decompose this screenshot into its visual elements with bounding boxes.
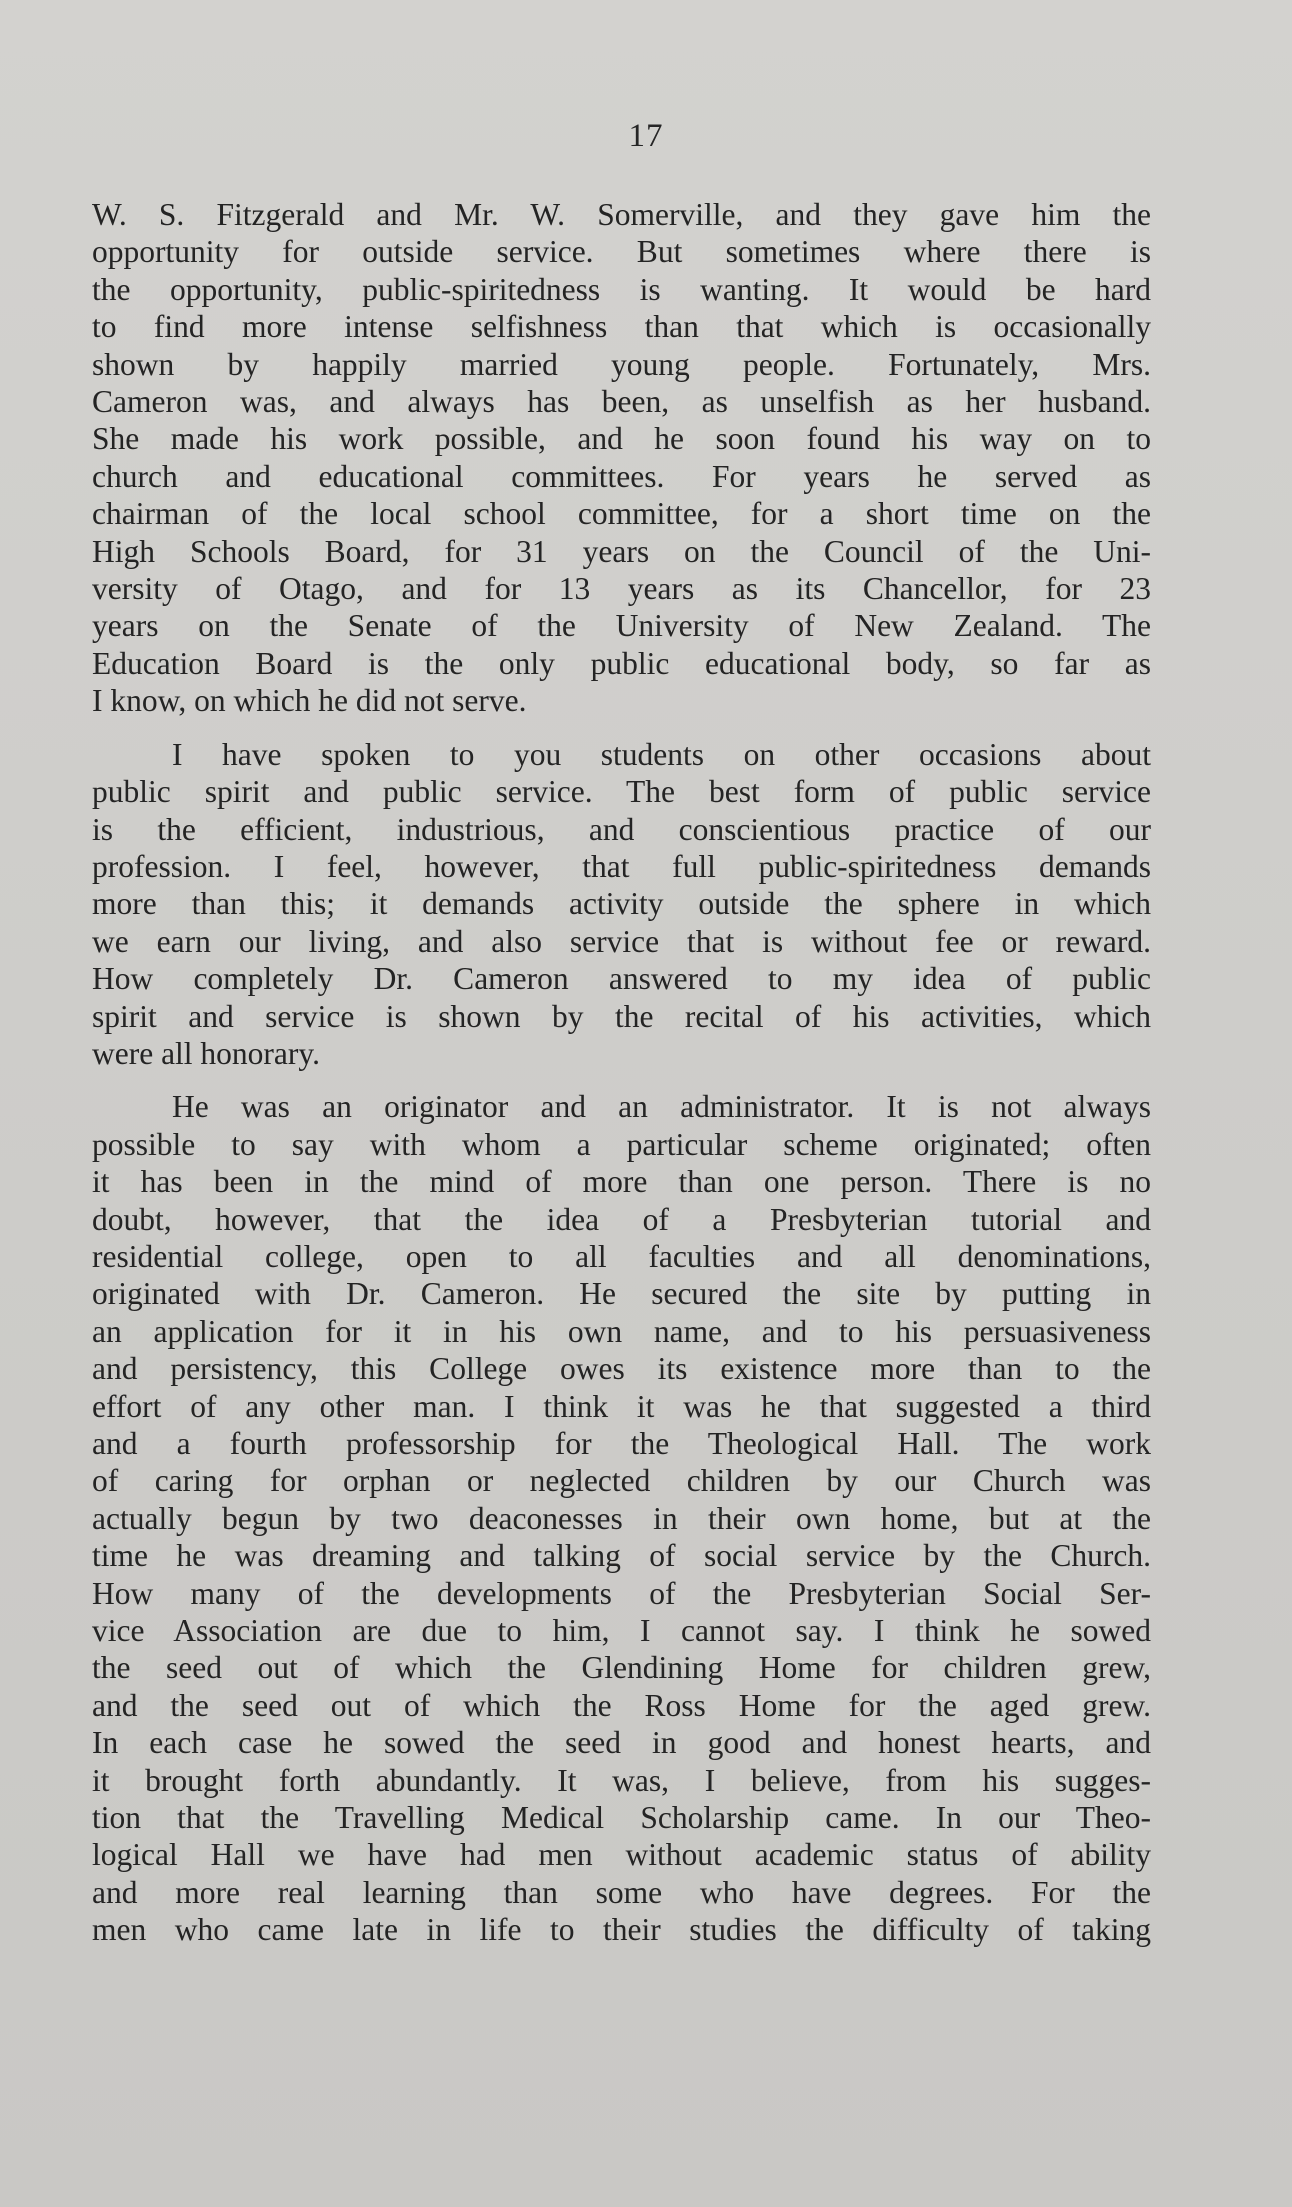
text-line: and a fourth professorship for the Theological Hall. The work <box>92 1426 1151 1461</box>
text-line: is the efficient, industrious, and conscientious practice of our <box>92 811 1151 847</box>
text-line: opportunity for outside service. But sometimes where there is <box>92 234 1151 270</box>
page-number: 17 <box>628 118 664 154</box>
text-line: I have spoken to you students on other occasions about <box>172 736 1151 772</box>
text-line: originated with Dr. Cameron. He secured the site by putting in <box>92 1276 1151 1312</box>
text-line: logical Hall we have had men without academic status of ability <box>92 1837 1151 1873</box>
text-line: the seed out of which the Glendining Home for children grew, <box>92 1650 1151 1686</box>
text-line: it brought forth abundantly. It was, I believe, from his sugges- <box>92 1762 1151 1798</box>
text-line: tion that the Travelling Medical Scholarship came. In our Theo- <box>92 1800 1151 1836</box>
text-line: High Schools Board, for 31 years on the Council of the Uni- <box>92 533 1151 569</box>
text-line: and more real learning than some who have degrees. For the <box>92 1874 1151 1910</box>
text-line: years on the Senate of the University of New Zealand. The <box>92 608 1151 644</box>
text-line: church and educational committees. For years he served as <box>92 458 1151 494</box>
text-line: versity of Otago, and for 13 years as its Chancellor, for 23 <box>92 571 1151 607</box>
text-line: shown by happily married young people. Fortunately, Mrs. <box>92 346 1151 382</box>
text-line: and the seed out of which the Ross Home for the aged grew. <box>92 1687 1151 1723</box>
text-line: actually begun by two deaconesses in their own home, but at the <box>92 1500 1151 1536</box>
text-line: residential college, open to all faculties and all denominations, <box>92 1238 1151 1274</box>
text-line: profession. I feel, however, that full public-spiritedness demands <box>92 848 1151 884</box>
text-line: possible to say with whom a particular scheme originated; often <box>92 1126 1151 1162</box>
text-line: to find more intense selfishness than that which is occasionally <box>92 309 1151 345</box>
text-line: we earn our living, and also service that is without fee or reward. <box>92 923 1151 959</box>
text-line: spirit and service is shown by the recital of his activities, which <box>92 998 1151 1034</box>
text-line: doubt, however, that the idea of a Presbyterian tutorial and <box>92 1201 1151 1237</box>
text-line: She made his work possible, and he soon found his way on to <box>92 421 1151 457</box>
body-text <box>92 196 1151 1949</box>
text-line: men who came late in life to their studies the difficulty of taking <box>92 1912 1151 1948</box>
text-line: effort of any other man. I think it was he that suggested a third <box>92 1388 1151 1424</box>
text-line: and persistency, this College owes its existence more than to the <box>92 1351 1151 1387</box>
text-line: the opportunity, public-spiritedness is wanting. It would be hard <box>92 271 1151 307</box>
text-line: an application for it in his own name, and to his persuasiveness <box>92 1313 1151 1349</box>
text-line: I know, on which he did not serve. <box>92 683 527 719</box>
text-line: of caring for orphan or neglected children by our Church was <box>92 1463 1151 1499</box>
text-line: He was an originator and an administrator. It is not always <box>172 1089 1151 1125</box>
text-line: public spirit and public service. The best form of public service <box>92 774 1151 810</box>
paragraph-3 <box>92 1088 1151 1948</box>
text-line: How many of the developments of the Presbyterian Social Ser- <box>92 1575 1151 1611</box>
text-line: Education Board is the only public educational body, so far as <box>92 645 1151 681</box>
text-line: In each case he sowed the seed in good and honest hearts, and <box>92 1725 1151 1761</box>
text-line: How completely Dr. Cameron answered to my idea of public <box>92 961 1151 997</box>
paragraph-1 <box>92 196 1151 720</box>
text-line: chairman of the local school committee, for a short time on the <box>92 496 1151 532</box>
text-line: W. S. Fitzgerald and Mr. W. Somerville, and they gave him the <box>92 197 1151 232</box>
text-line: vice Association are due to him, I cannot say. I think he sowed <box>92 1613 1151 1649</box>
text-line: time he was dreaming and talking of social service by the Church. <box>92 1538 1151 1574</box>
text-line: it has been in the mind of more than one person. There is no <box>92 1164 1151 1200</box>
text-line: Cameron was, and always has been, as unselfish as her husband. <box>92 384 1151 420</box>
paragraph-2 <box>92 736 1151 1073</box>
text-line: more than this; it demands activity outside the sphere in which <box>92 886 1151 922</box>
text-line: were all honorary. <box>92 1035 320 1071</box>
